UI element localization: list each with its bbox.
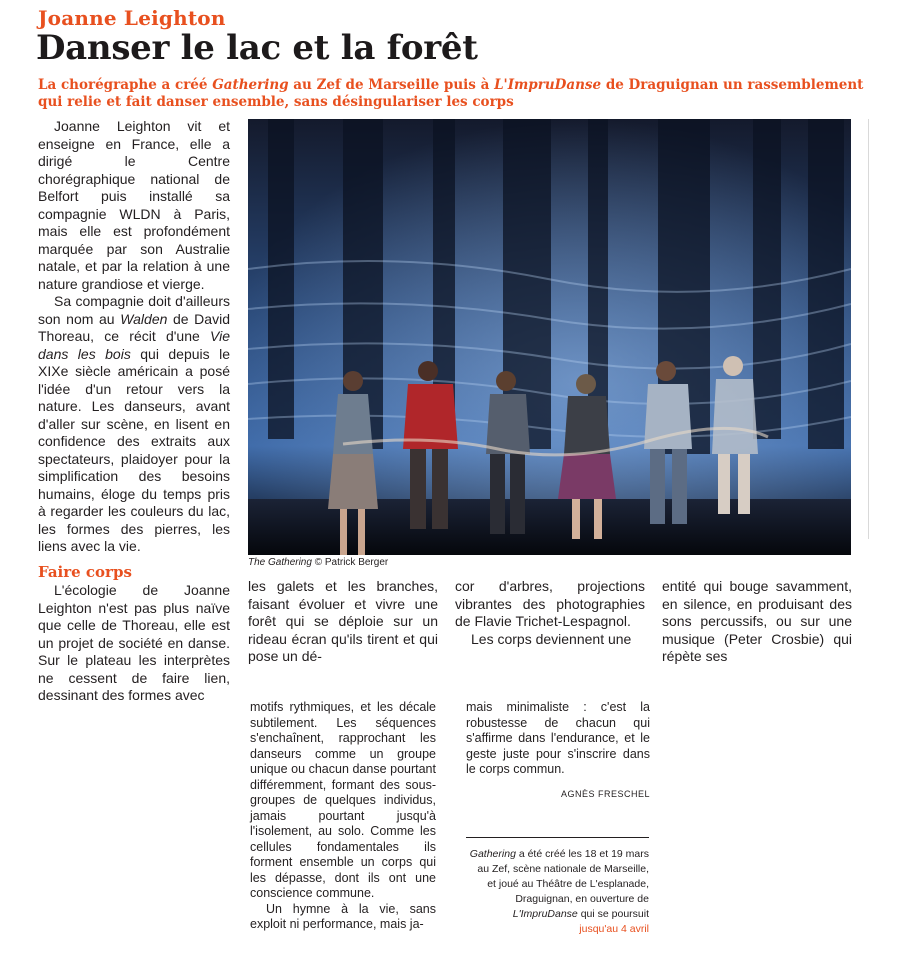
column-6 [466,700,650,778]
infobox-rule [466,837,649,838]
caption-credit: © Patrick Berger [311,557,389,568]
author-kicker: Joanne Leighton [38,6,226,30]
info-box [466,847,649,937]
dance-photo-image [248,119,851,555]
column-3 [455,578,645,648]
author-signature: AGNÈS FRESCHEL [560,789,650,799]
book-title: Vie dans les bois [38,328,230,362]
paragraph: cor d'arbres, projections vibrantes des photographies de Flavie Trichet-Lespagnol. [455,578,645,629]
paragraph [38,293,230,556]
book-title: Walden [120,310,168,327]
standfirst [38,77,878,111]
paragraph: motifs rythmiques, et les décale subtilement. Les séquences s'enchaînent, rapprochant les danseurs comme un groupe unique ou chacun danse pourtant différemment, formant des sous-groupes de quelques individus, jamais pourtant jusqu'à l'isolement, au solo. Comme les cellules fondamentales ils forment ensemble un corps qui les dépasse, dont ils ont une conscience commune. [250,700,436,900]
text-run: qui depuis le XIXe siècle américain a posé l'idée d'un retour vers la nature. Les danseurs, avant d'aller sur scène, en lisent en confidence des extraits aux spectateurs, plaidoyer pour la simplification des besoins humains, éloge du temps pris à regarder les couleurs du lac, les formes des pierres, les liens avec la vie. [38,345,230,554]
infobox-work-title: Gathering [469,848,516,860]
column-5 [250,700,436,933]
infobox-date: jusqu'au 4 avril [579,923,649,935]
column-divider [868,119,869,539]
paragraph: entité qui bouge savamment, en silence, en produisant des sons percussifs, ou sur une musique (Peter Crosbie) qui répète ses [662,578,852,664]
column-1 [38,118,230,705]
paragraph: les galets et les branches, faisant évoluer et vivre une forêt qui se déploie sur un rideau écran qu'ils tirent et qui pose un dé- [248,578,438,664]
paragraph: Joanne Leighton vit et enseigne en France, elle a dirigé le Centre chorégraphique national de Belfort puis installé sa compagnie WLDN à Paris, mais elle est profondément marquée par son Australie natale, et par la relation à une nature grandiose et vierge. [38,118,230,292]
paragraph: mais minimaliste : c'est la robustesse de chacun qui s'affirme dans l'endurance, et le geste juste pour s'inscrire dans le corps commun. [466,700,650,776]
text-run: de David Thoreau, ce récit d'une [38,310,230,344]
column-4 [662,578,852,666]
headline: Danser le lac et la forêt [36,28,478,68]
infobox-text: qui se poursuit [577,908,649,920]
standfirst-text: La chorégraphe a créé [38,77,213,93]
standfirst-work-title: Gathering [212,77,289,93]
infobox-venue: L'ImpruDanse [512,908,578,920]
text-run: Sa compagnie doit d'ailleurs son nom au [38,293,230,327]
paragraph: Un hymne à la vie, sans exploit ni performance, mais ja- [250,901,436,931]
photo-caption [248,557,388,568]
caption-work-title: The Gathering [248,557,312,568]
paragraph: L'écologie de Joanne Leighton n'est pas plus naïve que celle de Thoreau, elle est un projet de société en danse. Sur le plateau les interprètes ne cessent de faire lien, dessinant des formes avec [38,582,230,703]
standfirst-venue: L'ImpruDanse [494,77,602,93]
infobox-text: a été créé les 18 et 19 mars au Zef, scène nationale de Marseille, et joué au Théâtre de L'esplanade, Draguignan, en ouverture de [477,848,649,905]
dance-photo [248,119,851,555]
column-2 [248,578,438,666]
standfirst-text: au Zef de Marseille puis à [288,77,495,93]
section-subhead: Faire corps [38,562,132,581]
paragraph: Les corps deviennent une [471,630,632,647]
standfirst-text: de Draguignan un rassemblement qui relie et fait danser ensemble, sans désingulariser les corps [38,77,864,110]
